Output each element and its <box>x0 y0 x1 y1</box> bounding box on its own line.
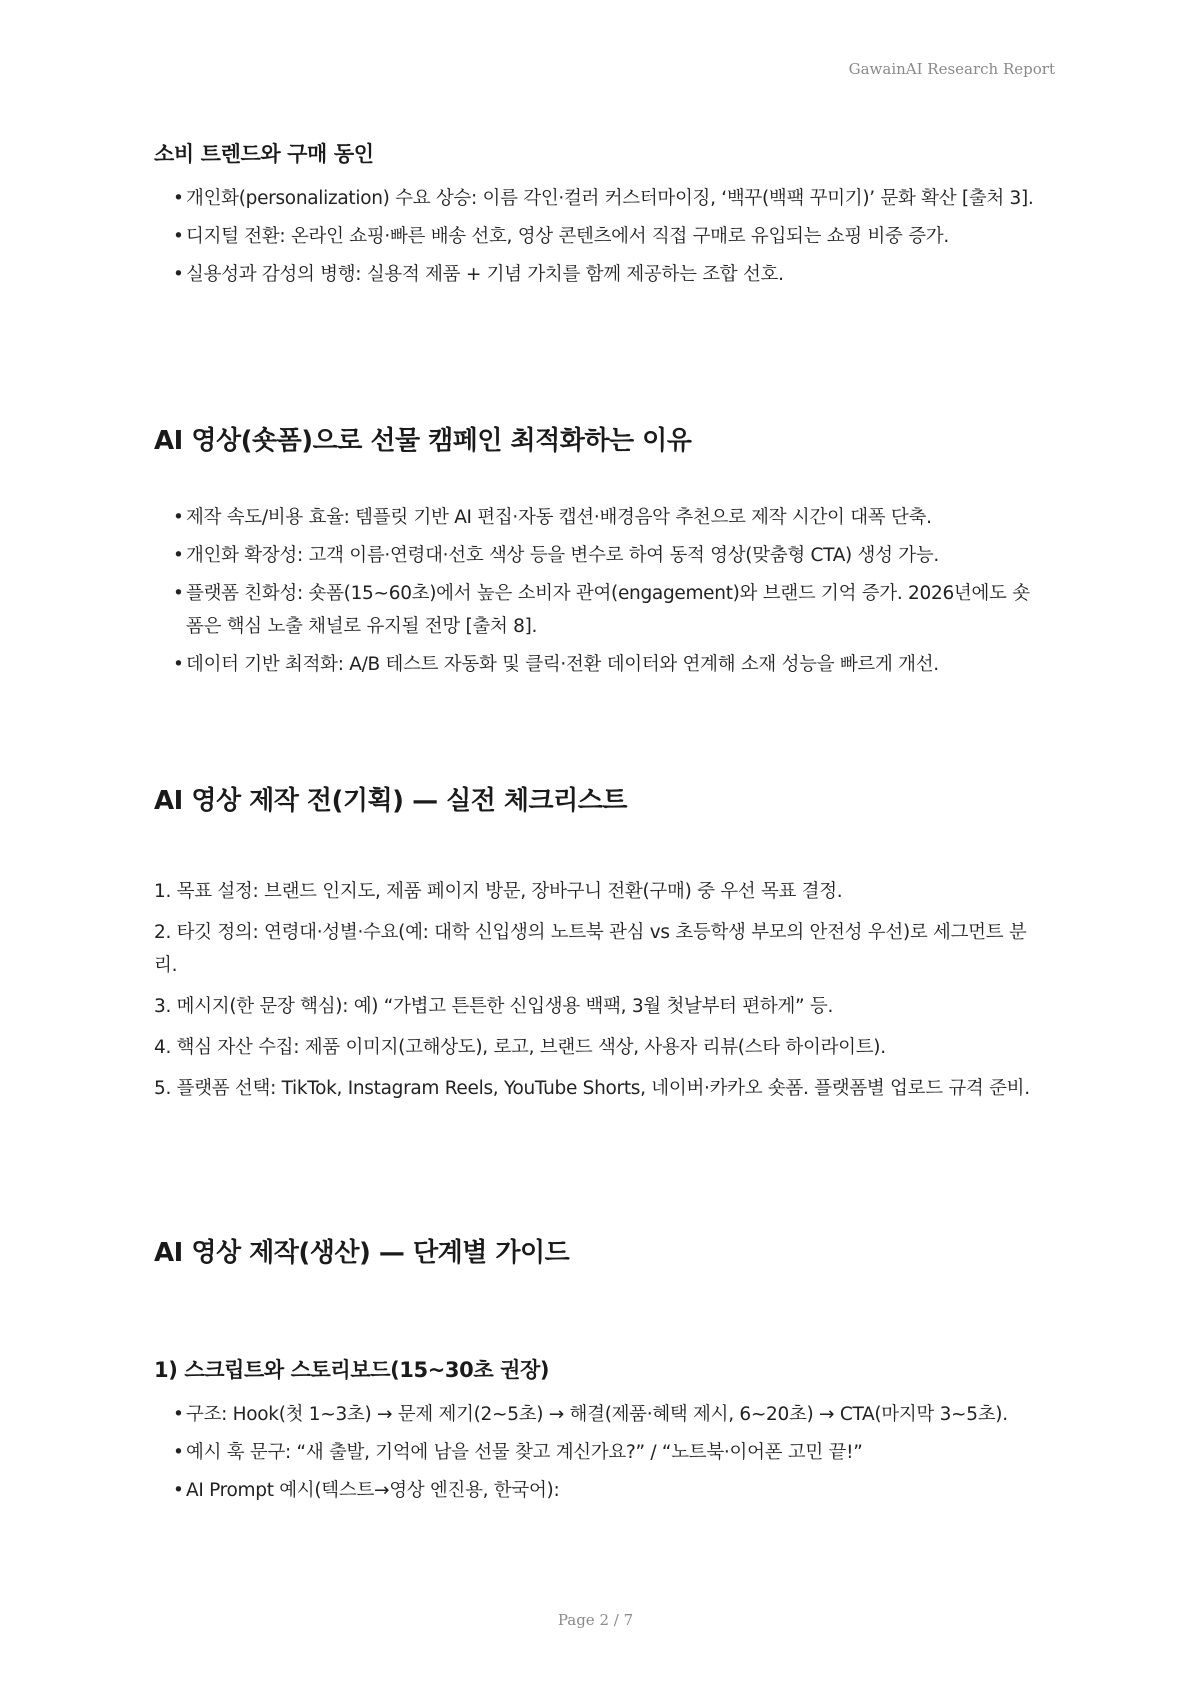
list-item: 2. 타깃 정의: 연령대·성별·수요(예: 대학 신입생의 노트북 관심 vs 초등학생 부모의 안전성 우선)로 세그먼트 분리. <box>154 922 1027 976</box>
section-title: AI 영상 제작(생산) — 단계별 가이드 <box>154 1238 570 1268</box>
list-item: • 예시 훅 문구: “새 출발, 기억에 남을 선물 찾고 계신가요?” / “노트북·이어폰 고민 끝!” <box>154 1436 1038 1469</box>
list-item: • 데이터 기반 최적화: A/B 테스트 자동화 및 클릭·전환 데이터와 연계해 소재 성능을 빠르게 개선. <box>154 648 1038 681</box>
subsection-title: 1) 스크립트와 스토리보드(15~30초 권장) <box>154 1358 550 1382</box>
page-number: Page 2 / 7 <box>557 1611 634 1629</box>
list-item: 3. 메시지(한 문장 핵심): 예) “가볍고 튼튼한 신입생용 백팩, 3월 첫날부터 편하게” 등. <box>154 996 834 1017</box>
bullet-list <box>154 1398 1038 1507</box>
bullet-icon: • <box>173 507 184 528</box>
section-title: 소비 트렌드와 구매 동인 <box>154 142 374 166</box>
bullet-icon: • <box>173 188 184 209</box>
bullet-list <box>154 182 1038 291</box>
list-item: • 플랫폼 친화성: 숏폼(15~60초)에서 높은 소비자 관여(engagement)와 브랜드 기억 증가. 2026년에도 숏폼은 핵심 노출 채널로 유지될 전망 [출처 8]. <box>154 577 1038 643</box>
section-production-guide <box>154 1232 1038 1269</box>
section-consumer-trends <box>154 138 1038 296</box>
bullet-icon: • <box>173 654 184 675</box>
subsection-script-storyboard <box>154 1354 1038 1512</box>
numbered-list <box>154 875 1038 1105</box>
bullet-icon: • <box>173 1442 184 1463</box>
list-item: • 제작 속도/비용 효율: 템플릿 기반 AI 편집·자동 캡션·배경음악 추천으로 제작 시간이 대폭 단축. <box>154 501 1038 534</box>
bullet-icon: • <box>173 264 184 285</box>
section-planning-checklist <box>154 780 1038 1113</box>
bullet-icon: • <box>173 583 184 604</box>
running-header: GawainAI Research Report <box>848 60 1055 78</box>
section-title: AI 영상 제작 전(기획) — 실전 체크리스트 <box>154 786 627 816</box>
bullet-icon: • <box>173 226 184 247</box>
list-item: 5. 플랫폼 선택: TikTok, Instagram Reels, YouTube Shorts, 네이버·카카오 숏폼. 플랫폼별 업로드 규격 준비. <box>154 1078 1030 1099</box>
list-item: • 개인화 확장성: 고객 이름·연령대·선호 색상 등을 변수로 하여 동적 영상(맞춤형 CTA) 생성 가능. <box>154 539 1038 572</box>
bullet-icon: • <box>173 545 184 566</box>
section-title: AI 영상(숏폼)으로 선물 캠페인 최적화하는 이유 <box>154 426 692 456</box>
bullet-icon: • <box>173 1480 184 1501</box>
list-item: • 개인화(personalization) 수요 상승: 이름 각인·컬러 커스터마이징, ‘백꾸(백팩 꾸미기)’ 문화 확산 [출처 3]. <box>154 182 1038 215</box>
list-item: • 디지털 전환: 온라인 쇼핑·빠른 배송 선호, 영상 콘텐츠에서 직접 구매로 유입되는 쇼핑 비중 증가. <box>154 220 1038 253</box>
list-item: • 구조: Hook(첫 1~3초) → 문제 제기(2~5초) → 해결(제품·혜택 제시, 6~20초) → CTA(마지막 3~5초). <box>154 1398 1038 1431</box>
list-item: 1. 목표 설정: 브랜드 인지도, 제품 페이지 방문, 장바구니 전환(구매) 중 우선 목표 결정. <box>154 881 843 902</box>
section-ai-video-reasons <box>154 420 1038 686</box>
list-item: • AI Prompt 예시(텍스트→영상 엔진용, 한국어): <box>154 1474 1038 1507</box>
list-item: • 실용성과 감성의 병행: 실용적 제품 + 기념 가치를 함께 제공하는 조합 선호. <box>154 258 1038 291</box>
bullet-list <box>154 501 1038 681</box>
bullet-icon: • <box>173 1404 184 1425</box>
list-item: 4. 핵심 자산 수집: 제품 이미지(고해상도), 로고, 브랜드 색상, 사용자 리뷰(스타 하이라이트). <box>154 1037 886 1058</box>
